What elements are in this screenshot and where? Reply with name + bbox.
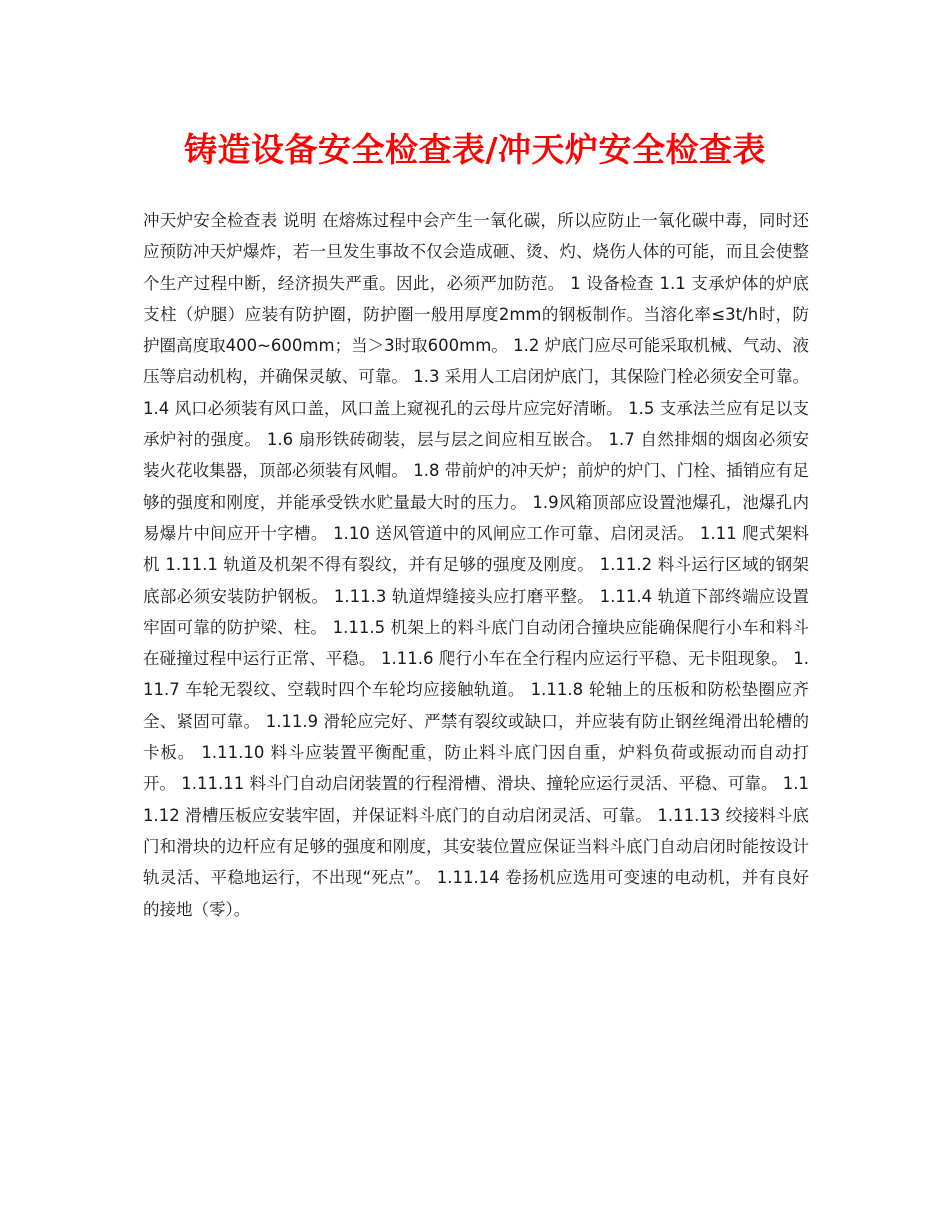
document-body-text: 冲天炉安全检查表 说明 在熔炼过程中会产生一氧化碳，所以应防止一氧化碳中毒，同时还应预防冲天炉爆炸，若一旦发生事故不仅会造成砸、烫、灼、烧伤人体的可能，而且会使整个生产过程中断，经济损失严重。因此，必须严加防范。 1 设备检查 1.1 支承炉体的炉底支柱（炉腿）应装有防护圈，防护圈一般用厚度2mm的钢板制作。当溶化率≤3t/h时，防护圈高度取400~600mm；当＞3时取600mm。 1.2 炉底门应尽可能采取机械、气动、液压等启动机构，并确保灵敏、可靠。 1.3 采用人工启闭炉底门，其保险门栓必须安全可靠。 1.4 风口必须装有风口盖，风口盖上窥视孔的云母片应完好清晰。 1.5 支承法兰应有足以支承炉衬的强度。 1.6 扇形铁砖砌装，层与层之间应相互嵌合。 1.7 自然排烟的烟囱必须安装火花收集器，顶部必须装有风帽。 1.8 带前炉的冲天炉；前炉的炉门、门栓、插销应有足够的强度和刚度，并能承受铁水贮量最大时的压力。 1.9风箱顶部应设置池爆孔，池爆孔内易爆片中间应开十字槽。 1.10 送风管道中的风闸应工作可靠、启闭灵活。 1.11 爬式架料机 1.11.1 轨道及机架不得有裂纹，并有足够的强度及刚度。 1.11.2 料斗运行区域的钢架底部必须安装防护钢板。 1.11.3 轨道焊缝接头应打磨平整。 1.11.4 轨道下部终端应设置牢固可靠的防护梁、柱。 1.11.5 机架上的料斗底门自动闭合撞块应能确保爬行小车和料斗在碰撞过程中运行正常、平稳。 1.11.6 爬行小车在全行程内应运行平稳、无卡阻现象。 1.11.7 车轮无裂纹、空载时四个车轮均应接触轨道。 1.11.8 轮轴上的压板和防松垫圈应齐全、紧固可靠。 1.11.9 滑轮应完好、严禁有裂纹或缺口，并应装有防止钢丝绳滑出轮槽的卡板。 1.11.10 料斗应装置平衡配重，防止料斗底门因自重，炉料负荷或振动而自动打开。 1.11.11 料斗门自动启闭装置的行程滑槽、滑块、撞轮应运行灵活、平稳、可靠。 1.11.12 滑槽压板应安装牢固，并保证料斗底门的自动启闭灵活、可靠。 1.11.13 绞接料斗底门和滑块的边杆应有足够的强度和刚度，其安装位置应保证当料斗底门自动启闭时能按设计轨灵活、平稳地运行，不出现“死点”。 1.11.14 卷扬机应选用可变速的电动机，并有良好的接地（零）。 bbox=[143, 211, 809, 919]
document-title: 铸造设备安全检查表/冲天炉安全检查表 bbox=[183, 130, 767, 169]
